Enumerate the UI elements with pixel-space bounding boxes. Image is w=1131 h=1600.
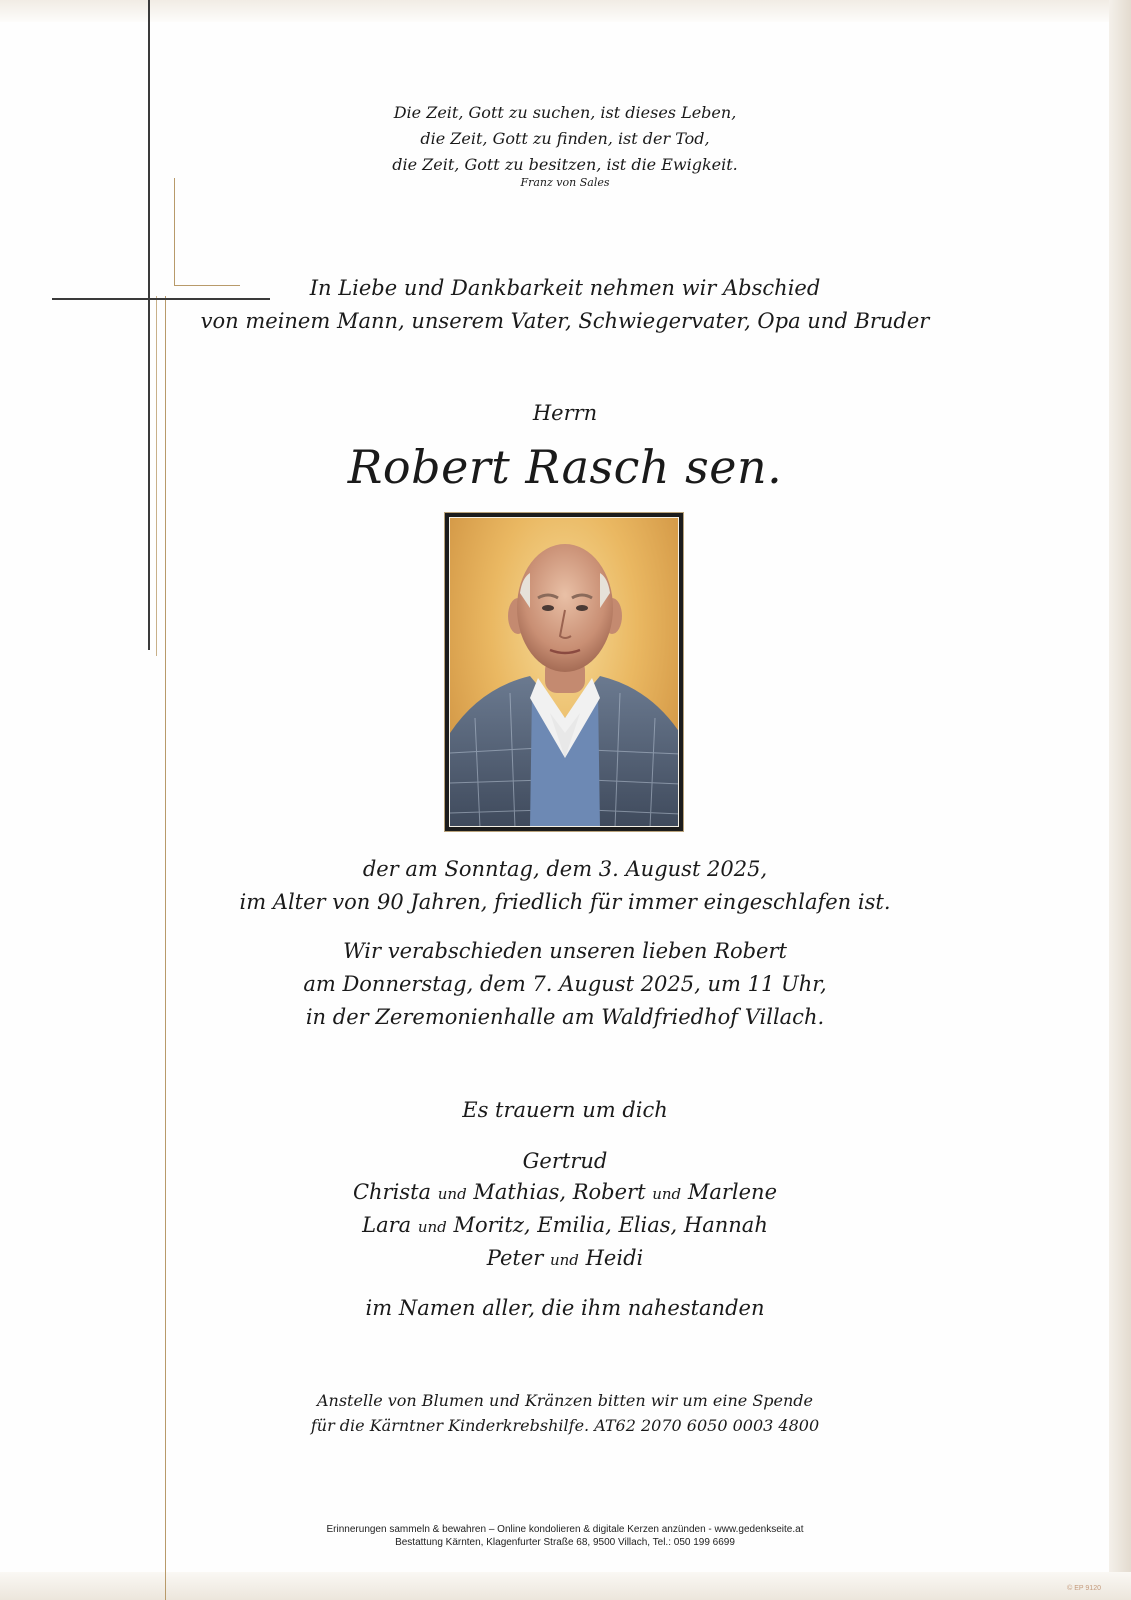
mourner-connector: und bbox=[417, 1218, 447, 1236]
right-edge-shadow bbox=[1109, 0, 1131, 1600]
mourner-name: Gertrud bbox=[522, 1149, 608, 1173]
portrait-illustration bbox=[450, 518, 679, 827]
quote-line: Die Zeit, Gott zu suchen, ist dieses Leben, bbox=[393, 103, 737, 122]
death-notice bbox=[180, 853, 950, 919]
mourner-name: Peter bbox=[486, 1246, 544, 1270]
mourner-row bbox=[180, 1146, 950, 1177]
mourners-heading: Es trauern um dich bbox=[462, 1098, 668, 1122]
bottom-edge-shadow bbox=[0, 1572, 1131, 1600]
quote bbox=[180, 100, 950, 178]
footer-line: Bestattung Kärnten, Klagenfurter Straße 68, 9500 Villach, Tel.: 050 199 6699 bbox=[395, 1537, 735, 1548]
intro-line: In Liebe und Dankbarkeit nehmen wir Abschied bbox=[309, 276, 821, 300]
mourner-name: Moritz, Emilia, Elias, Hannah bbox=[453, 1213, 768, 1237]
quote-line: die Zeit, Gott zu finden, ist der Tod, bbox=[420, 129, 710, 148]
farewell-line: in der Zeremonienhalle am Waldfriedhof Villach. bbox=[305, 1005, 825, 1029]
footer-line: Erinnerungen sammeln & bewahren – Online kondolieren & digitale Kerzen anzünden - www.gedenkseite.at bbox=[326, 1524, 804, 1535]
farewell-line: Wir verabschieden unseren lieben Robert bbox=[343, 939, 787, 963]
intro-text bbox=[180, 272, 950, 338]
cross-vertical-gold-mid-line bbox=[156, 296, 157, 656]
farewell-line: am Donnerstag, dem 7. August 2025, um 11 Uhr, bbox=[303, 972, 827, 996]
death-notice-line: der am Sonntag, dem 3. August 2025, bbox=[362, 857, 768, 881]
farewell-notice bbox=[180, 935, 950, 1034]
mourners-list bbox=[180, 1146, 950, 1276]
deceased-name: Robert Rasch sen. bbox=[347, 440, 783, 494]
donation-line: Anstelle von Blumen und Kränzen bitten wir um eine Spende bbox=[316, 1391, 814, 1410]
mourner-name: Marlene bbox=[687, 1180, 778, 1204]
donation-note bbox=[180, 1388, 950, 1438]
mourner-connector: und bbox=[652, 1185, 682, 1203]
salutation: Herrn bbox=[532, 401, 598, 425]
mourner-name: Lara bbox=[362, 1213, 412, 1237]
print-code: © EP 9120 bbox=[1067, 1585, 1101, 1592]
death-notice-line: im Alter von 90 Jahren, friedlich für immer eingeschlafen ist. bbox=[239, 890, 891, 914]
mourner-connector: und bbox=[549, 1251, 579, 1269]
mourner-name: Mathias, Robert bbox=[473, 1180, 646, 1204]
intro-line: von meinem Mann, unserem Vater, Schwiegervater, Opa und Bruder bbox=[200, 309, 930, 333]
portrait-photo bbox=[449, 517, 679, 827]
top-edge-shadow bbox=[0, 0, 1131, 22]
mourner-row bbox=[180, 1210, 950, 1243]
mourner-row bbox=[180, 1243, 950, 1276]
quote-author: Franz von Sales bbox=[520, 176, 610, 189]
mourner-name: Heidi bbox=[585, 1246, 644, 1270]
cross-vertical-dark-line bbox=[148, 0, 150, 650]
cross-vertical-gold-short-line bbox=[174, 178, 175, 286]
mourners-closing: im Namen aller, die ihm nahestanden bbox=[365, 1296, 765, 1320]
cross-vertical-gold-long-line bbox=[165, 296, 166, 1600]
mourner-name: Christa bbox=[352, 1180, 432, 1204]
mourner-connector: und bbox=[437, 1185, 467, 1203]
portrait-photo-frame bbox=[444, 512, 684, 832]
footer bbox=[180, 1523, 950, 1549]
donation-line: für die Kärntner Kinderkrebshilfe. AT62 2070 6050 0003 4800 bbox=[310, 1416, 820, 1435]
mourner-row bbox=[180, 1177, 950, 1210]
quote-line: die Zeit, Gott zu besitzen, ist die Ewigkeit. bbox=[392, 155, 738, 174]
